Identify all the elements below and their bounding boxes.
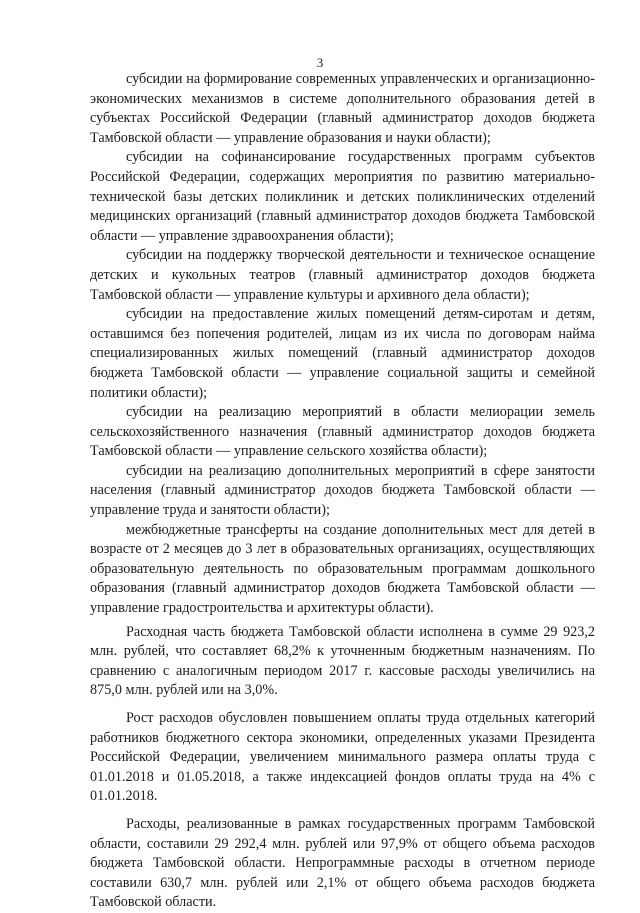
paragraph-employment-subsidy: субсидии на реализацию дополнительных мероприятий в сфере занятости населения (главный администратор доходов бюджета Тамбовской области — управление труда и занятости области);: [90, 462, 595, 519]
paragraph-health-subsidy: субсидии на софинансирование государственных программ субъектов Российской Федерации, содержащих мероприятия по развитию материально-технической базы детских поликлиник и детских поликлинических отделений медицинских организаций (главный администратор доходов бюджета Тамбовской области — управление здравоохранения области);: [90, 149, 595, 244]
paragraph-preschool-transfers: межбюджетные трансферты на создание дополнительных мест для детей в возрасте от 2 месяцев до 3 лет в образовательных организациях, осуществляющих образовательную деятельность по образовательным программам дошкольного образования (главный администратор доходов бюджета Тамбовской области — управление градостроительства и архитектуры области).: [90, 521, 595, 617]
paragraph-program-expenditure: Расходы, реализованные в рамках государственных программ Тамбовской области, составили 29 292,4 млн. рублей или 97,9% от общего объема расходов бюджета Тамбовской области. Непрограммные расходы в отчетном периоде составили 630,7 млн. рублей или 2,1% от общего объема расходов бюджета Тамбовской области.: [90, 815, 595, 911]
page-number: 3: [316, 55, 324, 70]
paragraph-melioration-subsidy: субсидии на реализацию мероприятий в области мелиорации земель сельскохозяйственного назначения (главный администратор доходов бюджета Тамбовской области — управление сельского хозяйства области);: [90, 404, 595, 460]
paragraph-expenditure-total: Расходная часть бюджета Тамбовской области исполнена в сумме 29 923,2 млн. рублей, что составляет 68,2% к уточненным бюджетным назначениям. По сравнению с аналогичным периодом 2017 г. кассовые расходы увеличились на 875,0 млн. рублей или на 3,0%.: [90, 623, 595, 699]
paragraph-theatre-subsidy: субсидии на поддержку творческой деятельности и техническое оснащение детских и кукольных театров (главный администратор доходов бюджета Тамбовской области — управление культуры и архивного дела области);: [90, 247, 595, 303]
paragraph-housing-subsidy: субсидии на предоставление жилых помещений детям-сиротам и детям, оставшимся без попечения родителей, лицам из их числа по договорам найма специализированных жилых помещений (главный администратор доходов бюджета Тамбовской области — управление социальной защиты и семейной политики области);: [90, 306, 595, 401]
document-body: [90, 70, 595, 913]
paragraph-education-subsidy: субсидии на формирование современных управленческих и организационно-экономических механизмов в системе дополнительного образования детей в субъектах Российской Федерации (главный администратор доходов бюджета Тамбовской области — управление образования и науки области);: [90, 71, 595, 146]
paragraph-expenditure-growth: Рост расходов обусловлен повышением оплаты труда отдельных категорий работников бюджетного сектора экономики, определенных указами Президента Российской Федерации, увеличением минимального размера оплаты труда с 01.01.2018 и 01.05.2018, а также индексацией фондов оплаты труда на 4% с 01.01.2018.: [90, 710, 595, 805]
